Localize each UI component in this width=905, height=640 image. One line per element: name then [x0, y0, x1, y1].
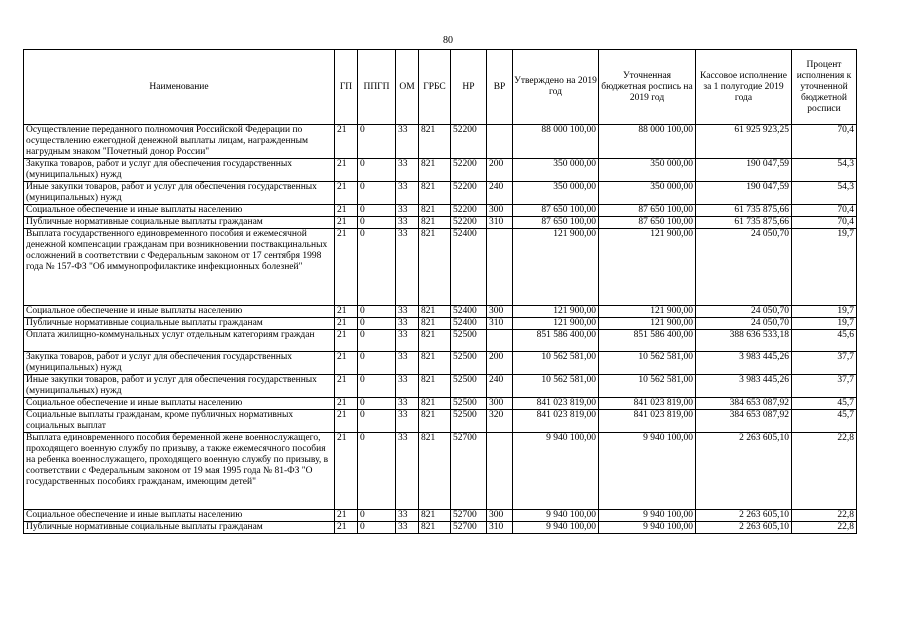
- cell-percent: 45,6: [792, 330, 857, 352]
- header-grbs: ГРБС: [419, 50, 451, 125]
- cell-approved: 350 000,00: [513, 159, 599, 182]
- cell-ppgp: 0: [358, 410, 396, 433]
- cell-gp: 21: [335, 352, 358, 375]
- cell-grbs: 821: [419, 306, 451, 318]
- cell-ppgp: 0: [358, 398, 396, 410]
- cell-ppgp: 0: [358, 159, 396, 182]
- cell-cash: 61 735 875,66: [696, 217, 792, 229]
- cell-percent: 37,7: [792, 352, 857, 375]
- cell-name: Социальное обеспечение и иные выплаты населению: [24, 205, 335, 217]
- table-row: [24, 352, 857, 375]
- header-vr: ВР: [487, 50, 513, 125]
- cell-gp: 21: [335, 375, 358, 398]
- cell-cash: 3 983 445,26: [696, 352, 792, 375]
- table-row: [24, 433, 857, 510]
- cell-nr: 52500: [451, 375, 487, 398]
- cell-gp: 21: [335, 398, 358, 410]
- table-row: [24, 398, 857, 410]
- cell-refined: 10 562 581,00: [599, 352, 696, 375]
- cell-vr: 300: [487, 510, 513, 522]
- page-number: 80: [443, 35, 453, 46]
- cell-refined: 10 562 581,00: [599, 375, 696, 398]
- cell-ppgp: 0: [358, 522, 396, 534]
- cell-om: 33: [396, 398, 419, 410]
- header-name: Наименование: [24, 50, 335, 125]
- cell-ppgp: 0: [358, 330, 396, 352]
- cell-approved: 87 650 100,00: [513, 217, 599, 229]
- cell-nr: 52200: [451, 205, 487, 217]
- cell-name: Выплата единовременного пособия беременной жене военнослужащего, проходящего военную службу по призыву, а также ежемесячного пособия на ребенка военнослужащего, проходящего военную службу по призыву, в соответствии с Федеральным законом от 19 мая 1995 года № 81-ФЗ "О государственных пособиях гражданам, имеющим детей": [24, 433, 335, 510]
- cell-nr: 52400: [451, 306, 487, 318]
- table-row: [24, 375, 857, 398]
- cell-refined: 851 586 400,00: [599, 330, 696, 352]
- cell-percent: 54,3: [792, 159, 857, 182]
- cell-percent: 70,4: [792, 125, 857, 159]
- cell-om: 33: [396, 330, 419, 352]
- cell-percent: 22,8: [792, 522, 857, 534]
- cell-grbs: 821: [419, 205, 451, 217]
- cell-vr: 310: [487, 217, 513, 229]
- cell-cash: 24 050,70: [696, 318, 792, 330]
- cell-approved: 841 023 819,00: [513, 398, 599, 410]
- cell-cash: 24 050,70: [696, 229, 792, 306]
- cell-refined: 9 940 100,00: [599, 433, 696, 510]
- cell-cash: 190 047,59: [696, 159, 792, 182]
- cell-ppgp: 0: [358, 306, 396, 318]
- cell-percent: 37,7: [792, 375, 857, 398]
- cell-cash: 388 636 533,18: [696, 330, 792, 352]
- cell-refined: 87 650 100,00: [599, 205, 696, 217]
- header-row: [24, 50, 857, 125]
- table-row: [24, 510, 857, 522]
- cell-grbs: 821: [419, 352, 451, 375]
- cell-om: 33: [396, 205, 419, 217]
- cell-nr: 52500: [451, 330, 487, 352]
- cell-cash: 384 653 087,92: [696, 398, 792, 410]
- cell-gp: 21: [335, 306, 358, 318]
- cell-ppgp: 0: [358, 182, 396, 205]
- cell-approved: 9 940 100,00: [513, 510, 599, 522]
- cell-gp: 21: [335, 330, 358, 352]
- cell-cash: 2 263 605,10: [696, 510, 792, 522]
- cell-percent: 45,7: [792, 398, 857, 410]
- cell-refined: 350 000,00: [599, 182, 696, 205]
- cell-nr: 52200: [451, 217, 487, 229]
- cell-approved: 9 940 100,00: [513, 433, 599, 510]
- cell-percent: 19,7: [792, 306, 857, 318]
- cell-approved: 121 900,00: [513, 318, 599, 330]
- cell-om: 33: [396, 510, 419, 522]
- table-row: [24, 330, 857, 352]
- cell-ppgp: 0: [358, 229, 396, 306]
- cell-nr: 52700: [451, 510, 487, 522]
- cell-nr: 52700: [451, 433, 487, 510]
- cell-om: 33: [396, 318, 419, 330]
- cell-om: 33: [396, 182, 419, 205]
- cell-grbs: 821: [419, 125, 451, 159]
- cell-om: 33: [396, 410, 419, 433]
- cell-refined: 350 000,00: [599, 159, 696, 182]
- cell-approved: 10 562 581,00: [513, 375, 599, 398]
- cell-cash: 61 735 875,66: [696, 205, 792, 217]
- cell-nr: 52400: [451, 229, 487, 306]
- cell-name: Публичные нормативные социальные выплаты гражданам: [24, 318, 335, 330]
- table-row: [24, 159, 857, 182]
- cell-gp: 21: [335, 182, 358, 205]
- cell-cash: 2 263 605,10: [696, 433, 792, 510]
- cell-cash: 190 047,59: [696, 182, 792, 205]
- cell-percent: 22,8: [792, 510, 857, 522]
- cell-vr: 300: [487, 205, 513, 217]
- cell-percent: 70,4: [792, 217, 857, 229]
- cell-gp: 21: [335, 522, 358, 534]
- cell-approved: 88 000 100,00: [513, 125, 599, 159]
- cell-gp: 21: [335, 125, 358, 159]
- cell-vr: 240: [487, 375, 513, 398]
- table-row: [24, 125, 857, 159]
- cell-refined: 841 023 819,00: [599, 410, 696, 433]
- cell-cash: 3 983 445,26: [696, 375, 792, 398]
- header-cash: Кассовое исполнение за 1 полугодие 2019 года: [696, 50, 792, 125]
- cell-approved: 9 940 100,00: [513, 522, 599, 534]
- header-refined: Уточненная бюджетная роспись на 2019 год: [599, 50, 696, 125]
- cell-approved: 121 900,00: [513, 306, 599, 318]
- cell-name: Социальные выплаты гражданам, кроме публичных нормативных социальных выплат: [24, 410, 335, 433]
- cell-gp: 21: [335, 229, 358, 306]
- cell-approved: 10 562 581,00: [513, 352, 599, 375]
- cell-om: 33: [396, 375, 419, 398]
- cell-approved: 350 000,00: [513, 182, 599, 205]
- budget-table: [23, 49, 857, 534]
- table-row: [24, 318, 857, 330]
- cell-ppgp: 0: [358, 352, 396, 375]
- cell-nr: 52200: [451, 182, 487, 205]
- cell-name: Социальное обеспечение и иные выплаты населению: [24, 306, 335, 318]
- cell-om: 33: [396, 352, 419, 375]
- cell-vr: 310: [487, 318, 513, 330]
- header-percent: Процент исполнения к уточненной бюджетной росписи: [792, 50, 857, 125]
- cell-nr: 52500: [451, 352, 487, 375]
- header-gp: ГП: [335, 50, 358, 125]
- cell-grbs: 821: [419, 398, 451, 410]
- table-row: [24, 306, 857, 318]
- cell-name: Выплата государственного единовременного пособия и ежемесячной денежной компенсации гражданам при возникновении поствакцинальных осложнений в соответствии с Федеральным законом от 17 сентября 1998 года № 157-ФЗ "Об иммунопрофилактике инфекционных болезней": [24, 229, 335, 306]
- cell-name: Публичные нормативные социальные выплаты гражданам: [24, 522, 335, 534]
- cell-percent: 19,7: [792, 229, 857, 306]
- cell-gp: 21: [335, 159, 358, 182]
- cell-name: Иные закупки товаров, работ и услуг для обеспечения государственных (муниципальных) нужд: [24, 182, 335, 205]
- cell-ppgp: 0: [358, 125, 396, 159]
- cell-nr: 52700: [451, 522, 487, 534]
- cell-vr: 300: [487, 398, 513, 410]
- cell-name: Социальное обеспечение и иные выплаты населению: [24, 398, 335, 410]
- cell-name: Осуществление переданного полномочия Российской Федерации по осуществлению ежегодной денежной выплаты лицам, награжденным нагрудным знаком "Почетный донор России": [24, 125, 335, 159]
- cell-vr: [487, 229, 513, 306]
- cell-om: 33: [396, 522, 419, 534]
- cell-grbs: 821: [419, 375, 451, 398]
- cell-nr: 52200: [451, 159, 487, 182]
- cell-vr: [487, 330, 513, 352]
- cell-vr: 200: [487, 352, 513, 375]
- cell-ppgp: 0: [358, 433, 396, 510]
- cell-approved: 841 023 819,00: [513, 410, 599, 433]
- cell-ppgp: 0: [358, 217, 396, 229]
- cell-grbs: 821: [419, 433, 451, 510]
- cell-gp: 21: [335, 510, 358, 522]
- header-nr: НР: [451, 50, 487, 125]
- cell-grbs: 821: [419, 229, 451, 306]
- cell-grbs: 821: [419, 318, 451, 330]
- cell-grbs: 821: [419, 217, 451, 229]
- cell-vr: 240: [487, 182, 513, 205]
- cell-percent: 22,8: [792, 433, 857, 510]
- cell-nr: 52500: [451, 410, 487, 433]
- cell-name: Оплата жилищно-коммунальных услуг отдельным категориям граждан: [24, 330, 335, 352]
- table-row: [24, 182, 857, 205]
- cell-gp: 21: [335, 217, 358, 229]
- cell-name: Публичные нормативные социальные выплаты гражданам: [24, 217, 335, 229]
- cell-name: Иные закупки товаров, работ и услуг для обеспечения государственных (муниципальных) нужд: [24, 375, 335, 398]
- cell-vr: 310: [487, 522, 513, 534]
- cell-ppgp: 0: [358, 318, 396, 330]
- cell-percent: 70,4: [792, 205, 857, 217]
- cell-vr: [487, 433, 513, 510]
- cell-approved: 121 900,00: [513, 229, 599, 306]
- table-row: [24, 522, 857, 534]
- cell-percent: 54,3: [792, 182, 857, 205]
- cell-vr: 200: [487, 159, 513, 182]
- table-row: [24, 205, 857, 217]
- cell-nr: 52500: [451, 398, 487, 410]
- table-row: [24, 410, 857, 433]
- cell-om: 33: [396, 125, 419, 159]
- cell-grbs: 821: [419, 510, 451, 522]
- cell-cash: 384 653 087,92: [696, 410, 792, 433]
- cell-om: 33: [396, 217, 419, 229]
- header-approved: Утверждено на 2019 год: [513, 50, 599, 125]
- cell-percent: 45,7: [792, 410, 857, 433]
- cell-grbs: 821: [419, 410, 451, 433]
- header-om: ОМ: [396, 50, 419, 125]
- cell-refined: 9 940 100,00: [599, 522, 696, 534]
- cell-grbs: 821: [419, 159, 451, 182]
- cell-gp: 21: [335, 205, 358, 217]
- cell-vr: [487, 125, 513, 159]
- cell-gp: 21: [335, 410, 358, 433]
- cell-gp: 21: [335, 433, 358, 510]
- cell-name: Закупка товаров, работ и услуг для обеспечения государственных (муниципальных) нужд: [24, 159, 335, 182]
- cell-ppgp: 0: [358, 375, 396, 398]
- cell-grbs: 821: [419, 522, 451, 534]
- cell-name: Закупка товаров, работ и услуг для обеспечения государственных (муниципальных) нужд: [24, 352, 335, 375]
- cell-cash: 61 925 923,25: [696, 125, 792, 159]
- cell-refined: 9 940 100,00: [599, 510, 696, 522]
- cell-gp: 21: [335, 318, 358, 330]
- cell-percent: 19,7: [792, 318, 857, 330]
- cell-om: 33: [396, 306, 419, 318]
- cell-vr: 300: [487, 306, 513, 318]
- cell-refined: 121 900,00: [599, 306, 696, 318]
- table-body: [24, 125, 857, 534]
- cell-ppgp: 0: [358, 205, 396, 217]
- cell-refined: 841 023 819,00: [599, 398, 696, 410]
- cell-cash: 24 050,70: [696, 306, 792, 318]
- table-row: [24, 217, 857, 229]
- cell-grbs: 821: [419, 182, 451, 205]
- cell-grbs: 821: [419, 330, 451, 352]
- cell-om: 33: [396, 433, 419, 510]
- cell-nr: 52200: [451, 125, 487, 159]
- cell-om: 33: [396, 159, 419, 182]
- cell-approved: 87 650 100,00: [513, 205, 599, 217]
- header-ppgp: ППГП: [358, 50, 396, 125]
- table-row: [24, 229, 857, 306]
- cell-refined: 88 000 100,00: [599, 125, 696, 159]
- cell-approved: 851 586 400,00: [513, 330, 599, 352]
- cell-refined: 87 650 100,00: [599, 217, 696, 229]
- cell-om: 33: [396, 229, 419, 306]
- cell-refined: 121 900,00: [599, 229, 696, 306]
- cell-nr: 52400: [451, 318, 487, 330]
- cell-refined: 121 900,00: [599, 318, 696, 330]
- cell-name: Социальное обеспечение и иные выплаты населению: [24, 510, 335, 522]
- cell-vr: 320: [487, 410, 513, 433]
- cell-ppgp: 0: [358, 510, 396, 522]
- cell-cash: 2 263 605,10: [696, 522, 792, 534]
